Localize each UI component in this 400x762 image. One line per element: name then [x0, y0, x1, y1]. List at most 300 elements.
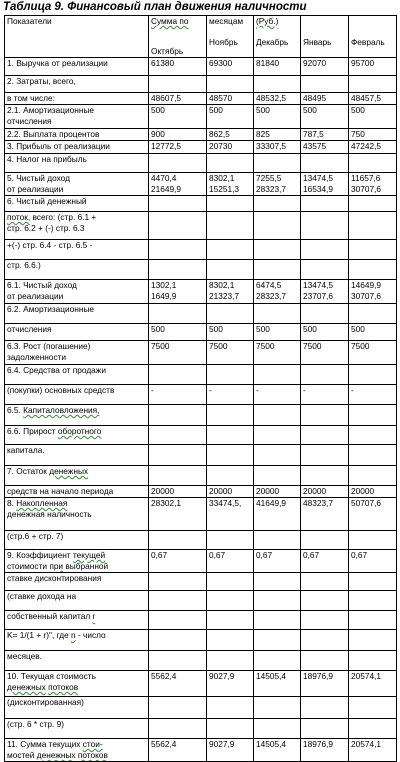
value-cell — [301, 280, 349, 304]
row-label-line: 8. Накопленная — [7, 498, 68, 508]
cell-value-second: 1649,9 — [151, 291, 177, 301]
cell-value: 48570 — [209, 93, 233, 103]
value-cell — [301, 651, 349, 671]
value-cell — [349, 426, 397, 445]
row-label-line: 2.1. Амортизационные — [7, 105, 95, 115]
value-cell — [301, 739, 349, 762]
value-cell — [254, 591, 301, 611]
header-month-november: Ноябрь — [209, 37, 238, 47]
value-cell — [207, 154, 254, 173]
value-cell — [349, 498, 397, 531]
value-cell — [349, 76, 397, 93]
cell-value: 500 — [303, 105, 317, 115]
row-label-line: стр. 6.2 + (-) стр. 6.3 — [7, 223, 85, 233]
value-cell — [254, 129, 301, 141]
cell-value: 500 — [209, 324, 223, 334]
row-label — [5, 341, 149, 365]
value-cell — [149, 240, 207, 260]
cell-value: 0,67 — [151, 550, 168, 560]
row-label-line: от реализации — [7, 184, 64, 194]
table-row — [5, 405, 397, 426]
row-label-line: (ставке дохода на — [7, 591, 77, 601]
cell-value: 92070 — [303, 58, 327, 68]
cell-value: 81840 — [256, 58, 280, 68]
row-label-line: ставке дисконтирования — [7, 573, 102, 583]
value-cell — [349, 550, 397, 573]
row-label-line: 6.2. Амортизационные — [7, 304, 95, 314]
cell-value: 20000 — [351, 486, 375, 496]
table-row — [5, 324, 397, 341]
row-label — [5, 58, 149, 76]
value-cell — [149, 212, 207, 240]
value-cell — [207, 105, 254, 129]
value-cell — [207, 531, 254, 550]
value-cell — [149, 105, 207, 129]
table-row — [5, 76, 397, 93]
value-cell — [349, 651, 397, 671]
cell-value: 7500 — [351, 341, 370, 351]
row-label — [5, 719, 149, 739]
row-label — [5, 154, 149, 173]
row-label — [5, 531, 149, 550]
header-col-december: (Руб.) Декабрь — [254, 16, 301, 58]
cell-value-second: 15251,3 — [209, 184, 239, 194]
value-cell — [254, 498, 301, 531]
cell-value: 9027,9 — [209, 671, 235, 681]
value-cell — [254, 486, 301, 498]
table-row — [5, 739, 397, 762]
row-label-line: 2.2. Выплата процентов — [7, 129, 100, 139]
value-cell — [254, 260, 301, 280]
table-row — [5, 719, 397, 739]
row-label — [5, 498, 149, 531]
value-cell — [301, 573, 349, 591]
cell-value: - — [256, 385, 259, 395]
value-cell — [301, 365, 349, 385]
value-cell — [149, 385, 207, 405]
value-cell — [349, 260, 397, 280]
value-cell — [207, 445, 254, 466]
value-cell — [301, 486, 349, 498]
cell-value: 5562,4 — [151, 739, 177, 749]
value-cell — [207, 498, 254, 531]
value-cell — [349, 671, 397, 697]
value-cell — [207, 630, 254, 651]
value-cell — [149, 196, 207, 212]
row-label — [5, 76, 149, 93]
value-cell — [254, 93, 301, 105]
row-label — [5, 173, 149, 196]
cell-value: 500 — [151, 105, 165, 115]
value-cell — [301, 630, 349, 651]
cell-value: 20574,1 — [351, 671, 381, 681]
value-cell — [254, 611, 301, 630]
value-cell — [207, 240, 254, 260]
row-label — [5, 129, 149, 141]
value-cell — [301, 498, 349, 531]
cell-value: 48495 — [303, 93, 327, 103]
cell-value: 14505,4 — [256, 739, 286, 749]
cell-value-second: 21649,9 — [151, 184, 181, 194]
row-label — [5, 591, 149, 611]
header-col-november: месяцам Ноябрь — [207, 16, 254, 58]
row-label-line: 1. Выручка от реализации — [7, 58, 108, 68]
value-cell — [349, 630, 397, 651]
value-cell — [254, 280, 301, 304]
value-cell — [207, 212, 254, 240]
value-cell — [207, 280, 254, 304]
value-cell — [149, 697, 207, 719]
cell-value: 5562,4 — [151, 671, 177, 681]
value-cell — [207, 719, 254, 739]
value-cell — [207, 385, 254, 405]
value-cell — [254, 385, 301, 405]
cell-value: 20000 — [256, 486, 280, 496]
value-cell — [254, 426, 301, 445]
row-label — [5, 445, 149, 466]
value-cell — [207, 58, 254, 76]
row-label-line: стр. 6.6.) — [7, 260, 41, 270]
cell-value: 43575 — [303, 141, 327, 151]
table-row — [5, 173, 397, 196]
value-cell — [207, 76, 254, 93]
cell-value: 500 — [351, 105, 365, 115]
value-cell — [349, 341, 397, 365]
value-cell — [149, 466, 207, 486]
table-row — [5, 212, 397, 240]
row-label — [5, 365, 149, 385]
table-row — [5, 385, 397, 405]
cell-value: 8302,1 — [209, 173, 235, 183]
row-label — [5, 93, 149, 105]
table-row — [5, 141, 397, 154]
value-cell — [301, 719, 349, 739]
value-cell — [254, 405, 301, 426]
value-cell — [301, 76, 349, 93]
cell-value-second: 30707,6 — [351, 184, 381, 194]
value-cell — [207, 697, 254, 719]
cell-value: - — [303, 385, 306, 395]
value-cell — [149, 173, 207, 196]
header-col-february — [349, 16, 397, 58]
cell-value: 7500 — [303, 341, 322, 351]
value-cell — [207, 739, 254, 762]
table-row — [5, 550, 397, 573]
cell-value: - — [151, 385, 154, 395]
row-label-line: собственный капитал r — [7, 611, 96, 621]
table-caption: Таблица 9. Финансовый план движения наличности — [3, 1, 307, 13]
cell-value: 0,67 — [256, 550, 273, 560]
value-cell — [149, 611, 207, 630]
value-cell — [301, 426, 349, 445]
value-cell — [254, 324, 301, 341]
value-cell — [349, 280, 397, 304]
row-label-line: 7. Остаток денежных — [7, 466, 89, 476]
cell-value: 20000 — [151, 486, 175, 496]
cell-value: 28302,1 — [151, 498, 181, 508]
value-cell — [149, 426, 207, 445]
value-cell — [301, 671, 349, 697]
table-row — [5, 531, 397, 550]
cell-value: 825 — [256, 129, 270, 139]
cell-value: 18976,9 — [303, 739, 333, 749]
value-cell — [207, 671, 254, 697]
cell-value: 20000 — [209, 486, 233, 496]
table-row — [5, 93, 397, 105]
value-cell — [149, 405, 207, 426]
value-cell — [349, 324, 397, 341]
row-label — [5, 196, 149, 212]
table-row — [5, 630, 397, 651]
value-cell — [149, 129, 207, 141]
value-cell — [301, 304, 349, 324]
value-cell — [254, 719, 301, 739]
value-cell — [349, 154, 397, 173]
cell-value-second: 23707,6 — [303, 291, 333, 301]
row-label-line: капитала. — [7, 445, 45, 455]
value-cell — [254, 550, 301, 573]
table-row — [5, 591, 397, 611]
value-cell — [349, 129, 397, 141]
value-cell — [349, 93, 397, 105]
value-cell — [149, 591, 207, 611]
value-cell — [207, 324, 254, 341]
cell-value: 18976,9 — [303, 671, 333, 681]
value-cell — [149, 93, 207, 105]
value-cell — [254, 531, 301, 550]
row-label-line: 2. Затраты, всего, — [7, 76, 76, 86]
value-cell — [254, 240, 301, 260]
cell-value: 48457,5 — [351, 93, 381, 103]
value-cell — [254, 341, 301, 365]
value-cell — [301, 58, 349, 76]
value-cell — [349, 58, 397, 76]
cell-value-second: 28323,7 — [256, 291, 286, 301]
cell-value-second: 21323,7 — [209, 291, 239, 301]
row-label-line: денежных потоков — [7, 682, 79, 692]
row-label-line: 9. Коэффициент текущей — [7, 550, 106, 560]
cell-value: 500 — [303, 324, 317, 334]
value-cell — [149, 445, 207, 466]
value-cell — [207, 260, 254, 280]
cell-value: 7255,5 — [256, 173, 282, 183]
table-row — [5, 304, 397, 324]
table-row — [5, 240, 397, 260]
row-label — [5, 260, 149, 280]
row-label — [5, 630, 149, 651]
value-cell — [207, 304, 254, 324]
value-cell — [149, 141, 207, 154]
value-cell — [301, 105, 349, 129]
value-cell — [149, 651, 207, 671]
value-cell — [207, 591, 254, 611]
row-label-line: стоимости при выбранной — [7, 561, 109, 571]
value-cell — [149, 531, 207, 550]
cell-value: 862,5 — [209, 129, 230, 139]
row-label — [5, 466, 149, 486]
cell-value: 9027,9 — [209, 739, 235, 749]
value-cell — [207, 651, 254, 671]
row-label — [5, 697, 149, 719]
value-cell — [254, 212, 301, 240]
cell-value: 7500 — [209, 341, 228, 351]
value-cell — [254, 630, 301, 651]
cell-value: 7500 — [151, 341, 170, 351]
row-label — [5, 240, 149, 260]
value-cell — [301, 697, 349, 719]
cell-value: 750 — [351, 129, 365, 139]
value-cell — [254, 671, 301, 697]
value-cell — [254, 154, 301, 173]
value-cell — [301, 405, 349, 426]
row-label-line: K= 1/(1 + r)", где n - число — [7, 630, 106, 640]
value-cell — [301, 550, 349, 573]
value-cell — [349, 611, 397, 630]
cell-value: 11657,6 — [351, 173, 381, 183]
cell-value: 0,67 — [303, 550, 320, 560]
value-cell — [349, 196, 397, 212]
row-label-line: (дисконтированная) — [7, 697, 84, 707]
value-cell — [149, 630, 207, 651]
row-label — [5, 324, 149, 341]
value-cell — [207, 611, 254, 630]
value-cell — [301, 385, 349, 405]
row-label — [5, 486, 149, 498]
value-cell — [207, 93, 254, 105]
value-cell — [149, 280, 207, 304]
table-row — [5, 445, 397, 466]
row-label-line: (покупки) основных средств — [7, 385, 115, 395]
value-cell — [349, 385, 397, 405]
value-cell — [301, 260, 349, 280]
cell-value: 13474,5 — [303, 173, 333, 183]
value-cell — [149, 341, 207, 365]
value-cell — [301, 240, 349, 260]
value-cell — [301, 196, 349, 212]
cell-value: 8302,1 — [209, 280, 235, 290]
value-cell — [149, 76, 207, 93]
value-cell — [149, 719, 207, 739]
row-label — [5, 105, 149, 129]
cell-value: 50707,6 — [351, 498, 381, 508]
cell-value-second: 16534,9 — [303, 184, 333, 194]
value-cell — [301, 531, 349, 550]
table-header-row — [5, 16, 397, 58]
value-cell — [301, 173, 349, 196]
value-cell — [349, 719, 397, 739]
cell-value: 41649,9 — [256, 498, 286, 508]
value-cell — [254, 739, 301, 762]
table-row — [5, 196, 397, 212]
cell-value: 6474,5 — [256, 280, 282, 290]
value-cell — [301, 466, 349, 486]
table-row — [5, 260, 397, 280]
value-cell — [349, 240, 397, 260]
value-cell — [349, 141, 397, 154]
row-label — [5, 550, 149, 573]
value-cell — [207, 196, 254, 212]
value-cell — [301, 591, 349, 611]
table-row — [5, 365, 397, 385]
cell-value: 12772,5 — [151, 141, 181, 151]
value-cell — [149, 324, 207, 341]
row-label — [5, 405, 149, 426]
cell-value: 500 — [151, 324, 165, 334]
value-cell — [301, 341, 349, 365]
value-cell — [207, 173, 254, 196]
table-row — [5, 280, 397, 304]
value-cell — [254, 76, 301, 93]
row-label — [5, 671, 149, 697]
cell-value: 20730 — [209, 141, 233, 151]
row-label-line: в том числе: — [7, 93, 55, 103]
cell-value: 69300 — [209, 58, 233, 68]
row-label-line: 6.5. Капиталовложения, — [7, 405, 100, 415]
table-row — [5, 697, 397, 719]
cell-value: 20574,1 — [351, 739, 381, 749]
row-label-line: средств на начало периода — [7, 486, 114, 496]
row-label — [5, 304, 149, 324]
value-cell — [349, 591, 397, 611]
header-month-february: Февраль — [351, 37, 385, 47]
value-cell — [207, 341, 254, 365]
cell-value: 7500 — [256, 341, 275, 351]
table-row — [5, 611, 397, 630]
value-cell — [349, 531, 397, 550]
cell-value: 33474,5, — [209, 498, 242, 508]
value-cell — [207, 550, 254, 573]
value-cell — [254, 105, 301, 129]
cell-value: 61380 — [151, 58, 175, 68]
value-cell — [349, 304, 397, 324]
table-row — [5, 466, 397, 486]
row-label-line: 6.3. Рост (погашение) — [7, 341, 91, 351]
table-row — [5, 105, 397, 129]
cell-value-second: 28323,7 — [256, 184, 286, 194]
cell-value: 48532,5 — [256, 93, 286, 103]
row-label-line: (стр.6 + стр. 7) — [7, 531, 64, 541]
cell-value: 787,5 — [303, 129, 324, 139]
cell-value: 0,67 — [209, 550, 226, 560]
table-row — [5, 498, 397, 531]
cell-value: 500 — [209, 105, 223, 115]
value-cell — [254, 573, 301, 591]
table-row — [5, 426, 397, 445]
value-cell — [149, 154, 207, 173]
row-label — [5, 212, 149, 240]
cell-value: 13474,5 — [303, 280, 333, 290]
value-cell — [349, 466, 397, 486]
value-cell — [254, 365, 301, 385]
value-cell — [254, 651, 301, 671]
row-label-line: 6. Чистый денежный — [7, 196, 87, 206]
value-cell — [149, 365, 207, 385]
value-cell — [149, 671, 207, 697]
cell-value: - — [209, 385, 212, 395]
row-label-line: мостей денежных потоков — [7, 750, 108, 760]
row-label — [5, 573, 149, 591]
row-label-line: поток, всего: (стр. 6.1 + — [7, 212, 97, 222]
cell-value: 500 — [256, 105, 270, 115]
value-cell — [254, 697, 301, 719]
value-cell — [349, 697, 397, 719]
value-cell — [149, 260, 207, 280]
table-row — [5, 651, 397, 671]
value-cell — [301, 129, 349, 141]
cell-value: 500 — [351, 324, 365, 334]
value-cell — [349, 573, 397, 591]
row-label-line: 6.6. Прирост оборотного — [7, 426, 102, 436]
